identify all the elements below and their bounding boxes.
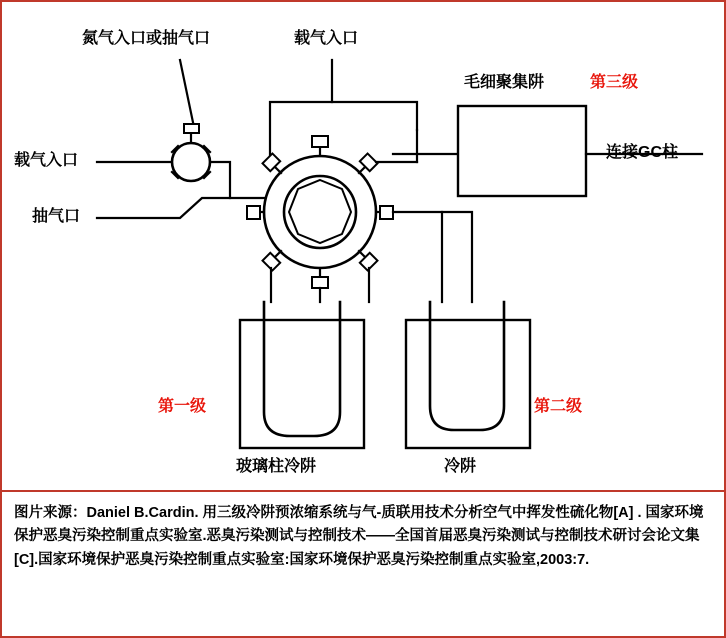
- carrier-gas-top-line: [332, 60, 417, 130]
- multiport-valve-rotor: [289, 180, 351, 243]
- valve-port-n-fitting: [312, 136, 328, 147]
- label-cold-trap: 冷阱: [444, 458, 477, 475]
- label-stage-two: 第二级: [534, 398, 583, 415]
- label-connect-gc-column: 连接GC柱: [606, 144, 679, 161]
- label-capillary-trap: 毛细聚集阱: [464, 74, 545, 91]
- rotary-valve-cap: [184, 124, 199, 133]
- diagram-canvas: [2, 2, 724, 490]
- label-glass-column-cold-trap: 玻璃柱冷阱: [236, 458, 317, 475]
- label-stage-three: 第三级: [590, 74, 639, 91]
- label-nitrogen-inlet: 氮气入口或抽气口: [82, 30, 211, 47]
- caption-text: 图片来源：Daniel B.Cardin. 用三级冷阱预浓缩系统与气-质联用技术分析空气中挥发性硫化物[A] . 国家环境保护恶臭污染控制重点实验室.恶臭污染测试与控制技术——全国首届恶臭污染测试与控制技术研讨会论文集[C].国家环境保护恶臭污染控制重点实验室:国家环境保护恶臭污染控制重点实验室,2003:7.: [14, 505, 704, 568]
- label-carrier-gas-inlet-left: 载气入口: [14, 152, 79, 169]
- rotary-valve-body: [172, 143, 210, 181]
- stage-one-dewar-box: [240, 320, 364, 448]
- valve-port-s-fitting: [312, 277, 328, 288]
- label-carrier-gas-inlet-top: 载气入口: [294, 30, 359, 47]
- caption-box: [2, 490, 724, 636]
- label-stage-one: 第一级: [158, 398, 207, 415]
- valve-port-w-fitting: [247, 206, 260, 219]
- valve-port-e-fitting: [380, 206, 393, 219]
- pump-port-left-line: [97, 198, 230, 218]
- valve-to-main-line: [210, 162, 270, 198]
- capillary-trap-box: [458, 106, 586, 196]
- carrier-gas-top-branch: [270, 102, 332, 160]
- valve-to-stage-two-line: [393, 212, 472, 302]
- label-pump-port-left: 抽气口: [32, 208, 81, 225]
- nitrogen-inlet-leader: [180, 60, 195, 132]
